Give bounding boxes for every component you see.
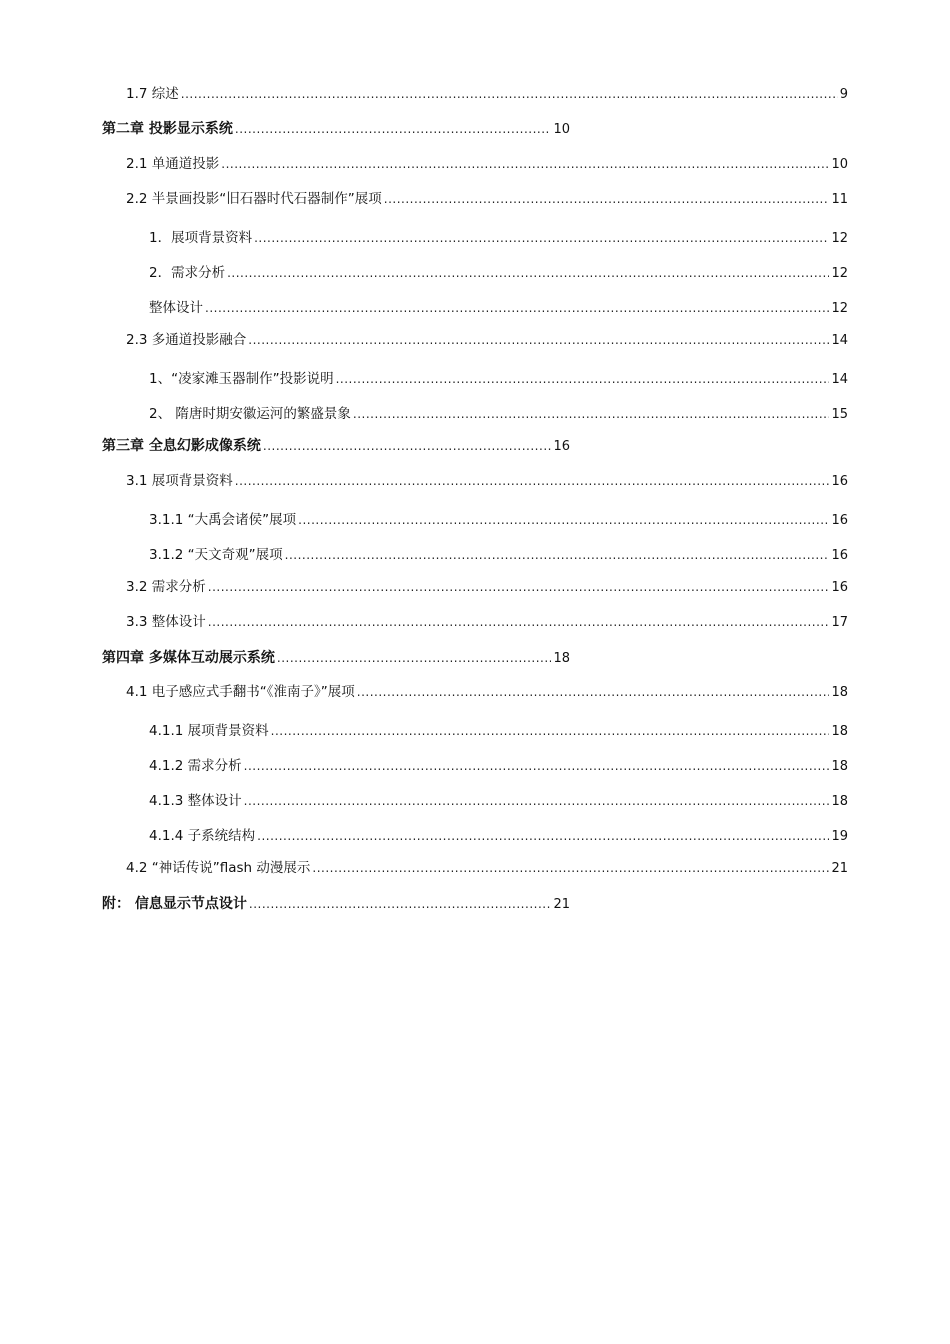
toc-page-number: 19 [831, 829, 848, 844]
toc-page-number: 16 [831, 474, 848, 489]
toc-page-number: 21 [831, 861, 848, 876]
toc-dot-leader [312, 859, 829, 877]
toc-dot-leader [384, 190, 830, 208]
toc-entry-2-3-1[interactable] [149, 370, 848, 388]
toc-dot-leader [254, 229, 829, 247]
toc-entry-2-2-2[interactable] [149, 264, 848, 282]
toc-dot-leader [208, 578, 830, 596]
toc-page-number: 17 [831, 615, 848, 630]
toc-page-number: 9 [839, 87, 848, 102]
toc-chapter-4[interactable] [102, 649, 570, 667]
toc-dot-leader [244, 757, 830, 775]
toc-dot-leader [353, 405, 830, 423]
toc-entry-2-2-1[interactable] [149, 229, 848, 247]
toc-entry-title: 3.3 整体设计 [126, 614, 206, 630]
toc-entry-title: 4.2 “神话传说”flash 动漫展示 [126, 860, 311, 876]
toc-dot-leader [205, 299, 829, 317]
toc-entry-title: 4.1.2 需求分析 [149, 758, 242, 774]
toc-entry-title: 2.2 半景画投影“旧石器时代石器制作”展项 [126, 191, 382, 207]
toc-entry-4-1-2[interactable] [149, 757, 848, 775]
toc-entry-3-1-2[interactable] [149, 546, 848, 564]
toc-entry-2-3-2[interactable] [149, 405, 848, 423]
toc-entry-title: 1．展项背景资料 [149, 230, 253, 246]
toc-entry-title: 3.2 需求分析 [126, 579, 206, 595]
toc-entry-4-2[interactable] [126, 859, 848, 877]
toc-dot-leader [227, 264, 829, 282]
toc-page-number: 18 [831, 724, 848, 739]
toc-entry-3-3[interactable] [126, 613, 848, 631]
toc-page-number: 18 [831, 759, 848, 774]
toc-dot-leader [277, 649, 552, 667]
toc-entry-4-1[interactable] [126, 683, 848, 701]
toc-entry-title: 1.7 综述 [126, 86, 179, 102]
toc-entry-title: 4.1.1 展项背景资料 [149, 723, 269, 739]
toc-entry-4-1-4[interactable] [149, 827, 848, 845]
toc-chapter-3[interactable] [102, 437, 570, 455]
toc-entry-title: 3.1.2 “天文奇观”展项 [149, 547, 283, 563]
toc-entry-title: 2、 隋唐时期安徽运河的繁盛景象 [149, 406, 351, 422]
toc-dot-leader [181, 85, 838, 103]
toc-entry-title: 4.1.4 子系统结构 [149, 828, 256, 844]
toc-chapter-title: 第二章 投影显示系统 [102, 121, 233, 137]
toc-page-number: 12 [831, 301, 848, 316]
toc-dot-leader [249, 895, 552, 913]
toc-page-number: 11 [831, 192, 848, 207]
toc-page-number: 18 [831, 685, 848, 700]
toc-entry-2-3[interactable] [126, 331, 848, 349]
toc-dot-leader [271, 722, 830, 740]
toc-chapter-title: 第四章 多媒体互动展示系统 [102, 650, 275, 666]
toc-page-number: 16 [553, 439, 570, 454]
toc-dot-leader [263, 437, 552, 455]
toc-entry-2-2[interactable] [126, 190, 848, 208]
toc-page-number: 16 [831, 548, 848, 563]
toc-entry-2-2-3[interactable] [149, 299, 848, 317]
toc-entry-3-2[interactable] [126, 578, 848, 596]
toc-entry-title: 4.1 电子感应式手翻书“《淮南子》”展项 [126, 684, 355, 700]
toc-dot-leader [257, 827, 829, 845]
toc-dot-leader [336, 370, 830, 388]
toc-entry-4-1-3[interactable] [149, 792, 848, 810]
toc-page-number: 14 [831, 372, 848, 387]
toc-chapter-title: 附： 信息显示节点设计 [102, 896, 247, 912]
toc-page-number: 18 [831, 794, 848, 809]
toc-dot-leader [221, 155, 829, 173]
toc-chapter-2[interactable] [102, 120, 570, 138]
toc-page-number: 14 [831, 333, 848, 348]
toc-entry-2-1[interactable] [126, 155, 848, 173]
toc-page-number: 10 [831, 157, 848, 172]
toc-entry-title: 4.1.3 整体设计 [149, 793, 242, 809]
toc-page-number: 16 [831, 580, 848, 595]
toc-entry-title: 整体设计 [149, 300, 203, 316]
toc-page-number: 15 [831, 407, 848, 422]
toc-entry-title: 2.3 多通道投影融合 [126, 332, 247, 348]
toc-dot-leader [248, 331, 829, 349]
toc-dot-leader [298, 511, 829, 529]
toc-dot-leader [235, 472, 830, 490]
toc-entry-title: 2．需求分析 [149, 265, 226, 281]
toc-dot-leader [244, 792, 830, 810]
toc-entry-title: 2.1 单通道投影 [126, 156, 220, 172]
toc-appendix[interactable] [102, 895, 570, 913]
toc-page-number: 12 [831, 231, 848, 246]
toc-entry-title: 1、“凌家滩玉器制作”投影说明 [149, 371, 334, 387]
toc-page-number: 10 [553, 122, 570, 137]
toc-dot-leader [208, 613, 830, 631]
toc-page-number: 12 [831, 266, 848, 281]
toc-entry-4-1-1[interactable] [149, 722, 848, 740]
toc-entry-1-7[interactable] [126, 85, 848, 103]
toc-page-number: 21 [553, 897, 570, 912]
toc-dot-leader [357, 683, 830, 701]
toc-dot-leader [285, 546, 830, 564]
toc-dot-leader [235, 120, 552, 138]
toc-page-number: 18 [553, 651, 570, 666]
toc-page-number: 16 [831, 513, 848, 528]
toc-entry-title: 3.1 展项背景资料 [126, 473, 233, 489]
toc-entry-title: 3.1.1 “大禹会诸侯”展项 [149, 512, 297, 528]
toc-entry-3-1[interactable] [126, 472, 848, 490]
toc-entry-3-1-1[interactable] [149, 511, 848, 529]
toc-chapter-title: 第三章 全息幻影成像系统 [102, 438, 261, 454]
